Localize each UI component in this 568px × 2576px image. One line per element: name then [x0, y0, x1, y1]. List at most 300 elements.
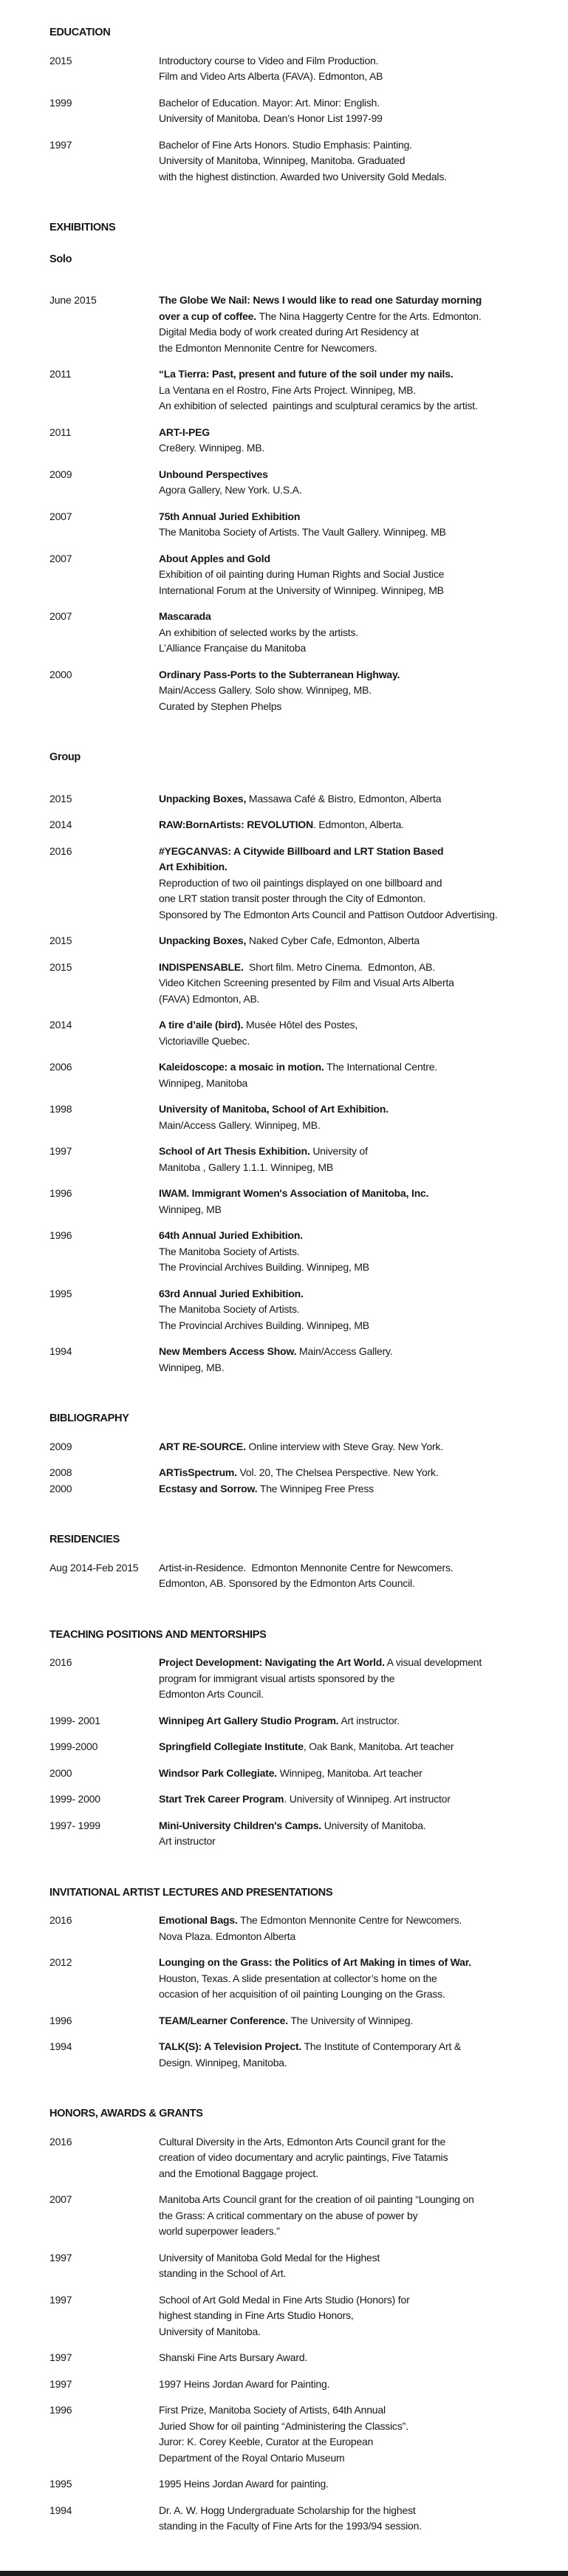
entry-line — [159, 1818, 546, 1834]
text-segment: over a cup of coffee. — [159, 310, 259, 322]
text-segment: Start Trek Career Program — [159, 1793, 284, 1805]
entry-line — [159, 817, 546, 833]
text-segment: Mini-University Children's Camps. — [159, 1819, 321, 1831]
entry-row — [49, 1913, 546, 1944]
entry-line — [159, 2402, 546, 2419]
entry-date: 1998 — [49, 1103, 72, 1115]
text-segment: School of Art Thesis Exhibition. — [159, 1145, 310, 1157]
entry-content — [159, 1739, 546, 1755]
entry-date: 2011 — [49, 368, 72, 380]
text-segment: A visual development — [384, 1656, 482, 1668]
section-heading: BIBLIOGRAPHY — [49, 1412, 129, 1424]
entry-row — [49, 137, 546, 185]
entry-row — [49, 844, 546, 923]
entry-content — [159, 509, 546, 541]
entry-line — [159, 583, 546, 599]
entry-line — [159, 859, 546, 875]
text-segment: The Institute of Contemporary Art & — [301, 2040, 462, 2052]
entry-row — [49, 609, 546, 657]
entry-date: 2011 — [49, 426, 72, 438]
entry-line — [159, 482, 546, 499]
entry-line — [159, 2134, 546, 2150]
text-segment: Main/Access Gallery. Winnipeg, MB. — [159, 1118, 321, 1131]
entry-line — [159, 509, 546, 525]
bottom-bar — [0, 2571, 568, 2576]
text-segment: The Winnipeg Free Press — [257, 1482, 374, 1494]
entry-line — [159, 2208, 546, 2224]
text-segment: International Forum at the University of Winnipeg. Winnipeg, MB — [159, 584, 444, 596]
text-segment: Edmonton, AB. Sponsored by the Edmonton Arts Council. — [159, 1577, 415, 1589]
text-segment: Unpacking Boxes, — [159, 935, 247, 946]
text-segment: The Manitoba Society of Artists. — [159, 1245, 300, 1257]
entry-content — [159, 2503, 546, 2535]
text-segment: (FAVA) Edmonton, AB. — [159, 992, 260, 1005]
entry-content — [159, 817, 546, 833]
entry-content — [159, 960, 546, 1008]
text-segment: , Oak Bank, Manitoba. Art teacher — [303, 1740, 454, 1752]
entry-content — [159, 467, 546, 499]
entry-content — [159, 2013, 546, 2029]
text-segment: Agora Gallery, New York. U.S.A. — [159, 484, 302, 496]
entry-line — [159, 1576, 546, 1592]
entry-line — [159, 1360, 546, 1376]
entry-content — [159, 1228, 546, 1276]
entry-line — [159, 324, 546, 341]
entry-content — [159, 1101, 546, 1133]
entry-content — [159, 2292, 546, 2340]
entry-content — [159, 1344, 546, 1376]
entry-row — [49, 1017, 546, 1049]
entry-date: 2015 — [49, 960, 72, 973]
text-segment: Main/Access Gallery. — [296, 1345, 393, 1357]
text-segment: . Edmonton, Alberta. — [313, 819, 404, 830]
entry-line — [159, 1465, 546, 1481]
entry-line — [159, 2150, 546, 2166]
text-segment: Juried Show for oil painting “Administering the Classics”. — [159, 2419, 408, 2432]
text-segment: L’Alliance Française du Manitoba — [159, 642, 307, 654]
entry-date: 2009 — [49, 468, 72, 480]
text-segment: Nova Plaza. Edmonton Alberta — [159, 1930, 296, 1942]
entry-row — [49, 817, 546, 833]
text-segment: Musée Hôtel des Postes, — [243, 1019, 358, 1031]
text-segment: Department of the Royal Ontario Museum — [159, 2451, 345, 2464]
entry-row — [49, 2039, 546, 2071]
text-segment: Bachelor of Education. Mayor: Art. Minor: English. — [159, 96, 380, 109]
entry-row — [49, 1481, 546, 1497]
entry-line — [159, 907, 546, 923]
text-segment: Exhibition of oil painting during Human Rights and Social Justice — [159, 568, 445, 580]
text-segment: The Globe We Nail: News I would like to read one Saturday morning — [159, 294, 482, 306]
text-segment: 64th Annual Juried Exhibition. — [159, 1229, 303, 1241]
entry-line — [159, 2192, 546, 2208]
entry-line — [159, 2292, 546, 2309]
entry-row — [49, 2013, 546, 2029]
entry-content — [159, 1017, 546, 1049]
text-segment: The Manitoba Society of Artists. — [159, 1303, 300, 1315]
entry-line — [159, 137, 546, 154]
text-segment: the Grass: A critical commentary on the abuse of power by — [159, 2209, 418, 2221]
entry-line — [159, 1834, 546, 1850]
entry-date: 2016 — [49, 2135, 72, 2148]
text-segment: University of Manitoba Gold Medal for the Highest — [159, 2251, 380, 2264]
text-segment: INDISPENSABLE. — [159, 960, 244, 973]
entry-content — [159, 1465, 546, 1481]
entry-line — [159, 1034, 546, 1050]
entry-line — [159, 1687, 546, 1703]
text-segment: ART RE-SOURCE. — [159, 1440, 246, 1452]
cv-section — [49, 1411, 546, 1497]
entry-line — [159, 440, 546, 457]
entry-date: 2016 — [49, 1656, 72, 1668]
section-heading: EDUCATION — [49, 27, 111, 38]
entry-date: 2014 — [49, 819, 72, 830]
entry-line — [159, 1017, 546, 1034]
entry-row — [49, 425, 546, 457]
entry-row — [49, 791, 546, 807]
entry-date: 2000 — [49, 668, 72, 680]
entry-content — [159, 2192, 546, 2240]
entry-line — [159, 1655, 546, 1671]
text-segment: highest standing in Fine Arts Studio Honors, — [159, 2309, 354, 2321]
section-heading: INVITATIONAL ARTIST LECTURES AND PRESENTATIONS — [49, 1886, 333, 1899]
text-segment: University of Manitoba. — [159, 2325, 261, 2337]
text-segment: IWAM. Immigrant Women's Association of Manitoba, Inc. — [159, 1187, 429, 1199]
text-segment: University of Manitoba. Dean’s Honor List 1997-99 — [159, 112, 383, 124]
entry-row — [49, 1186, 546, 1217]
entry-row — [49, 53, 546, 85]
text-segment: University of Manitoba, Winnipeg, Manitoba. Graduated — [159, 154, 406, 166]
text-segment: Winnipeg Art Gallery Studio Program. — [159, 1714, 339, 1726]
text-segment: Massawa Café & Bistro, Edmonton, Alberta — [246, 792, 442, 804]
text-segment: Main/Access Gallery. Solo show. Winnipeg, MB. — [159, 684, 372, 696]
cv-section — [49, 2106, 546, 2535]
entry-content — [159, 137, 546, 185]
entry-content — [159, 293, 546, 356]
entry-date: 1997 — [49, 2377, 72, 2390]
text-segment: “La Tierra: Past, present and future of the soil under my nails. — [159, 368, 454, 380]
entry-line — [159, 525, 546, 541]
entry-line — [159, 1118, 546, 1134]
text-segment: Unpacking Boxes, — [159, 792, 247, 804]
text-segment: TEAM/Learner Conference. — [159, 2014, 288, 2026]
entry-row — [49, 1818, 546, 1850]
entry-row — [49, 1059, 546, 1091]
text-segment: An exhibition of selected works by the artists. — [159, 626, 358, 638]
entry-line — [159, 398, 546, 414]
entry-row — [49, 1286, 546, 1334]
entry-content — [159, 933, 546, 949]
entry-line — [159, 991, 546, 1008]
entry-row — [49, 1344, 546, 1376]
entry-line — [159, 95, 546, 112]
entry-content — [159, 2350, 546, 2366]
entry-line — [159, 2166, 546, 2182]
entry-line — [159, 667, 546, 683]
entry-date: 1999 — [49, 96, 72, 109]
entry-row — [49, 2134, 546, 2182]
entry-date: 2006 — [49, 1061, 72, 1073]
entry-line — [159, 2224, 546, 2240]
entry-line — [159, 933, 546, 949]
entry-line — [159, 1739, 546, 1755]
entry-date: 1994 — [49, 1345, 72, 1357]
text-segment: Ecstasy and Sorrow. — [159, 1482, 258, 1494]
entry-date: 2012 — [49, 1956, 72, 1968]
entry-content — [159, 791, 546, 807]
entry-line — [159, 1318, 546, 1334]
text-segment: 63rd Annual Juried Exhibition. — [159, 1287, 304, 1299]
entry-line — [159, 2503, 546, 2519]
entry-line — [159, 1955, 546, 1971]
entry-row — [49, 2377, 546, 2393]
entry-row — [49, 1655, 546, 1703]
entry-content — [159, 1439, 546, 1455]
text-segment: . University of Winnipeg. Art instructor — [284, 1793, 451, 1805]
text-segment: Naked Cyber Cafe, Edmonton, Alberta — [246, 935, 420, 946]
text-segment: TALK(S): A Television Project. — [159, 2040, 302, 2052]
entry-content — [159, 366, 546, 414]
entry-line — [159, 1986, 546, 2003]
text-segment: The Manitoba Society of Artists. The Vault Gallery. Winnipeg. MB — [159, 526, 446, 538]
text-segment: Winnipeg, Manitoba. Art teacher — [277, 1766, 422, 1779]
text-segment: world superpower leaders.” — [159, 2225, 280, 2237]
text-segment: and the Emotional Baggage project. — [159, 2167, 318, 2179]
text-segment: The University of Winnipeg. — [287, 2014, 414, 2026]
text-segment: Houston, Texas. A slide presentation at collector’s home on the — [159, 1972, 437, 1984]
entry-date: 2007 — [49, 552, 72, 564]
entry-content — [159, 2377, 546, 2393]
text-segment: Emotional Bags. — [159, 1914, 238, 1926]
entry-content — [159, 95, 546, 127]
text-segment: Vol. 20, The Chelsea Perspective. New York. — [236, 1466, 439, 1478]
entry-line — [159, 960, 546, 976]
entry-date: 2007 — [49, 510, 72, 522]
text-segment: with the highest distinction. Awarded two University Gold Medals. — [159, 170, 447, 182]
entry-row — [49, 2192, 546, 2240]
entry-line — [159, 2419, 546, 2435]
entry-date: June 2015 — [49, 294, 97, 306]
entry-row — [49, 2402, 546, 2466]
entry-date: 1997- 1999 — [49, 1819, 100, 1831]
entry-content — [159, 425, 546, 457]
text-segment: Film and Video Arts Alberta (FAVA). Edmonton, AB — [159, 70, 383, 82]
text-segment: occasion of her acquisition of oil painting Lounging on the Grass. — [159, 1988, 445, 2000]
entry-date: 2009 — [49, 1440, 72, 1452]
entry-date: 1999-2000 — [49, 1740, 98, 1752]
cv-section — [49, 220, 546, 1376]
text-segment: Art instructor. — [338, 1714, 400, 1726]
entry-line — [159, 1913, 546, 1929]
text-segment: Unbound Perspectives — [159, 468, 268, 480]
entry-line — [159, 2266, 546, 2282]
text-segment: RAW:BornArtists: REVOLUTION — [159, 819, 314, 830]
entry-date: 1994 — [49, 2504, 72, 2516]
text-segment: Art Exhibition. — [159, 861, 227, 872]
entry-date: 2007 — [49, 2193, 72, 2205]
entry-line — [159, 69, 546, 85]
text-segment: School of Art Gold Medal in Fine Arts Studio (Honors) for — [159, 2293, 410, 2306]
entry-line — [159, 640, 546, 657]
text-segment: 1997 Heins Jordan Award for Painting. — [159, 2377, 330, 2390]
text-segment: ARTisSpectrum. — [159, 1466, 237, 1478]
entry-line — [159, 699, 546, 715]
text-segment: Bachelor of Fine Arts Honors. Studio Emphasis: Painting. — [159, 138, 412, 151]
entry-content — [159, 2402, 546, 2466]
entry-row — [49, 2292, 546, 2340]
entry-content — [159, 1818, 546, 1850]
entry-line — [159, 1766, 546, 1782]
text-segment: First Prize, Manitoba Society of Artists, 64th Annual — [159, 2404, 386, 2416]
entry-line — [159, 341, 546, 357]
entry-date: 2014 — [49, 1019, 72, 1031]
entry-date: 2007 — [49, 610, 72, 622]
entry-content — [159, 2039, 546, 2071]
text-segment: University of Manitoba, School of Art Exhibition. — [159, 1103, 389, 1115]
entry-line — [159, 1160, 546, 1176]
entry-content — [159, 1560, 546, 1592]
text-segment: Dr. A. W. Hogg Undergraduate Scholarship for the highest — [159, 2504, 416, 2516]
text-segment: Lounging on the Grass: the Politics of Art Making in times of War. — [159, 1956, 471, 1968]
entry-line — [159, 293, 546, 309]
entry-line — [159, 1713, 546, 1729]
entry-line — [159, 2476, 546, 2493]
entry-line — [159, 1439, 546, 1455]
text-segment: Cre8ery. Winnipeg. MB. — [159, 442, 265, 454]
entry-content — [159, 1059, 546, 1091]
text-segment: Winnipeg, MB. — [159, 1361, 225, 1373]
entry-content — [159, 1713, 546, 1729]
entry-line — [159, 844, 546, 860]
cv-sections — [49, 25, 546, 2535]
entry-row — [49, 1713, 546, 1729]
entry-line — [159, 383, 546, 399]
entry-content — [159, 1913, 546, 1944]
text-segment: A tire d’aile (bird). — [159, 1019, 244, 1031]
text-segment: Windsor Park Collegiate. — [159, 1766, 278, 1779]
text-segment: program for immigrant visual artists sponsored by the — [159, 1672, 395, 1684]
entry-row — [49, 366, 546, 414]
entry-date: 1995 — [49, 1287, 72, 1299]
entry-line — [159, 683, 546, 699]
entry-date: 1996 — [49, 1187, 72, 1199]
text-segment: Online interview with Steve Gray. New York. — [245, 1440, 443, 1452]
entry-line — [159, 1144, 546, 1160]
entry-line — [159, 467, 546, 483]
entry-line — [159, 875, 546, 892]
entry-date: 1997 — [49, 138, 72, 151]
entry-content — [159, 1144, 546, 1175]
entry-line — [159, 1059, 546, 1076]
entry-content — [159, 609, 546, 657]
text-segment: Reproduction of two oil paintings displayed on one billboard and — [159, 876, 442, 889]
entry-line — [159, 1186, 546, 1202]
entry-row — [49, 1144, 546, 1175]
section-heading: TEACHING POSITIONS AND MENTORSHIPS — [49, 1628, 267, 1641]
entry-date: 1999- 2001 — [49, 1714, 100, 1726]
entry-line — [159, 2308, 546, 2324]
entry-line — [159, 551, 546, 567]
text-segment: Short film. Metro Cinema. Edmonton, AB. — [243, 960, 435, 973]
entry-line — [159, 1481, 546, 1497]
entry-content — [159, 2134, 546, 2182]
entry-date: 1997 — [49, 1145, 72, 1157]
entry-date: 1997 — [49, 2293, 72, 2306]
text-segment: standing in the Faculty of Fine Arts for the 1993/94 session. — [159, 2520, 422, 2532]
text-segment: The Provincial Archives Building. Winnipeg, MB — [159, 1261, 369, 1273]
text-segment: Digital Media body of work created during Art Residency at — [159, 326, 419, 338]
entry-date: 2015 — [49, 935, 72, 946]
entry-line — [159, 1101, 546, 1118]
text-segment: ART-I-PEG — [159, 426, 210, 438]
entry-line — [159, 891, 546, 907]
entry-row — [49, 1955, 546, 2003]
entry-line — [159, 1260, 546, 1276]
entry-row — [49, 2503, 546, 2535]
entry-line — [159, 1791, 546, 1808]
entry-row — [49, 1560, 546, 1592]
entry-row — [49, 1439, 546, 1455]
cv-section — [49, 1532, 546, 1592]
entry-line — [159, 1076, 546, 1092]
entry-date: 2016 — [49, 1914, 72, 1926]
entry-date: 2015 — [49, 792, 72, 804]
entry-line — [159, 1202, 546, 1218]
entry-line — [159, 567, 546, 583]
entry-row — [49, 2350, 546, 2366]
entry-date: 2000 — [49, 1482, 72, 1494]
text-segment: Project Development: Navigating the Art World. — [159, 1656, 385, 1668]
entry-line — [159, 2450, 546, 2467]
entry-row — [49, 2250, 546, 2282]
text-segment: La Ventana en el Rostro, Fine Arts Project. Winnipeg, MB. — [159, 383, 417, 396]
text-segment: The Provincial Archives Building. Winnipeg, MB — [159, 1319, 369, 1331]
entry-content — [159, 53, 546, 85]
text-segment: Springfield Collegiate Institute — [159, 1740, 304, 1752]
text-segment: standing in the School of Art. — [159, 2267, 287, 2279]
entry-date: 2008 — [49, 1466, 72, 1478]
text-segment: one LRT station transit poster through the City of Edmonton. — [159, 892, 426, 904]
text-segment: Ordinary Pass-Ports to the Subterranean Highway. — [159, 668, 400, 680]
section-heading: EXHIBITIONS — [49, 222, 116, 233]
entry-row — [49, 933, 546, 949]
entry-date: 1994 — [49, 2040, 72, 2052]
entry-line — [159, 153, 546, 169]
entry-content — [159, 2476, 546, 2493]
entry-content — [159, 667, 546, 715]
entry-content — [159, 551, 546, 599]
entry-content — [159, 1955, 546, 2003]
text-segment: Art instructor — [159, 1835, 216, 1847]
text-segment: the Edmonton Mennonite Centre for Newcomers. — [159, 341, 377, 354]
subsection-heading: Solo — [49, 253, 72, 265]
entry-line — [159, 1929, 546, 1945]
entry-line — [159, 609, 546, 625]
entry-row — [49, 1791, 546, 1808]
entry-content — [159, 1791, 546, 1808]
entry-line — [159, 2013, 546, 2029]
text-segment: creation of video documentary and acrylic paintings, Five Tatamis — [159, 2151, 448, 2163]
entry-row — [49, 1739, 546, 1755]
entry-line — [159, 2324, 546, 2340]
text-segment: #YEGCANVAS: A Citywide Billboard and LRT Station Based — [159, 844, 444, 857]
text-segment: New Members Access Show. — [159, 1345, 297, 1357]
text-segment: The International Centre. — [324, 1061, 437, 1073]
entry-line — [159, 2377, 546, 2393]
entry-date: 1996 — [49, 1229, 72, 1241]
entry-date: 1999- 2000 — [49, 1793, 100, 1805]
text-segment: Design. Winnipeg, Manitoba. — [159, 2056, 287, 2068]
entry-line — [159, 1671, 546, 1687]
